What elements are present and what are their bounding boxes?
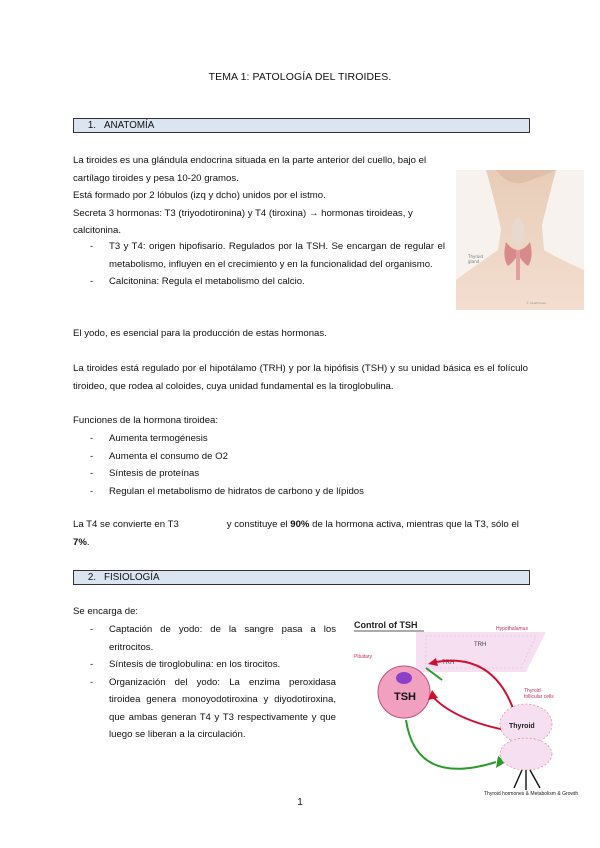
section-number: 1. [87,120,96,131]
t4-line: 7%. [73,536,90,548]
page-number: 1 [297,797,303,808]
list-item: - Calcitonina: Regula el metabolismo del calcio. [73,273,445,291]
intro-paragraph [73,152,453,240]
list-item: - Captación de yodo: de la sangre pasa a los eritrocitos. [73,621,336,656]
svg-text:Thyroid: Thyroid [468,254,483,259]
t4-line: La T4 se convierte en T3 y constituye el 90% de la hormona activa, mientras que la T3, sólo el [73,519,519,530]
diagram-caption: Thyroid hormones & Metabolism & Growth [484,791,579,797]
physio-heading: Se encarga de: [73,606,139,617]
functions-list [73,430,528,500]
intro-line: Secreta 3 hormonas: T3 (triyodotironina) y T4 (tiroxina) → hormonas tiroideas, y [73,207,413,219]
list-item: - T3 y T4: origen hipofisario. Regulados por la TSH. Se encargan de regular el metabolismo, influyen en el crecimiento y en la funcionalidad del organismo. [73,238,445,273]
t4-paragraph [73,516,528,551]
svg-text:Pituitary: Pituitary [354,654,373,660]
tsh-control-diagram [346,612,580,804]
svg-text:Thyroid: Thyroid [524,688,541,694]
functions-heading: Funciones de la hormona tiroidea: [73,415,219,426]
list-item: - Aumenta termogénesis [73,430,528,448]
intro-line: La tiroides es una glándula endocrina situada en la parte anterior del cuello, bajo el [73,155,427,166]
section-label: FISIOLOGÍA [104,572,160,583]
section-header-fisiologia [73,570,530,585]
section-label: ANATOMÍA [104,120,155,131]
diagram-title: Control of TSH [354,620,418,630]
regulation-paragraph: La tiroides está regulado por el hipotálamo (TRH) y por la hipófisis (TSH) y su unidad básica es el folículo tiroideo, que rodea al coloides, cuya unidad fundamental es la tiroglobulina. [73,363,528,392]
intro-line: Está formado por 2 lóbulos (izq y dcho) unidos por el istmo. [73,190,326,201]
section-header-anatomia [73,118,530,133]
svg-text:© healthwise: © healthwise [526,301,547,305]
svg-text:Hypothalamus: Hypothalamus [496,626,528,632]
thyroid-label: Thyroid [509,723,535,730]
physio-list [73,621,336,744]
intro-line: cartílago tiroides y pesa 10-20 gramos. [73,172,239,184]
tsh-label: TSH [394,691,416,703]
list-item: - Regulan el metabolismo de hidratos de carbono y de lípidos [73,483,528,501]
svg-text:follicular cells: follicular cells [524,694,554,700]
svg-text:gland: gland [468,259,480,264]
section-number: 2. [87,572,96,583]
svg-text:TRH: TRH [442,660,455,666]
list-item: - Organización del yodo: La enzima peroxidasa tiroidea genera monoyodotiroxina y diyodotiroxina, que ambas generan T4 y T3 respectivamente y que luego se liberan a la circulación. [73,674,336,744]
svg-text:TRH: TRH [474,642,487,648]
thyroid-anatomy-illustration [456,170,584,310]
list-item: - Síntesis de tiroglobulina: en los tirocitos. [73,656,336,674]
intro-line: calcitonina. [73,225,121,236]
hormones-list [73,238,445,291]
list-item: - Aumenta el consumo de O2 [73,448,528,466]
page-title: TEMA 1: PATOLOGÍA DEL TIROIDES. [208,71,392,83]
iodine-paragraph: El yodo, es esencial para la producción de estas hormonas. [73,328,327,339]
list-item: - Síntesis de proteínas [73,465,528,483]
